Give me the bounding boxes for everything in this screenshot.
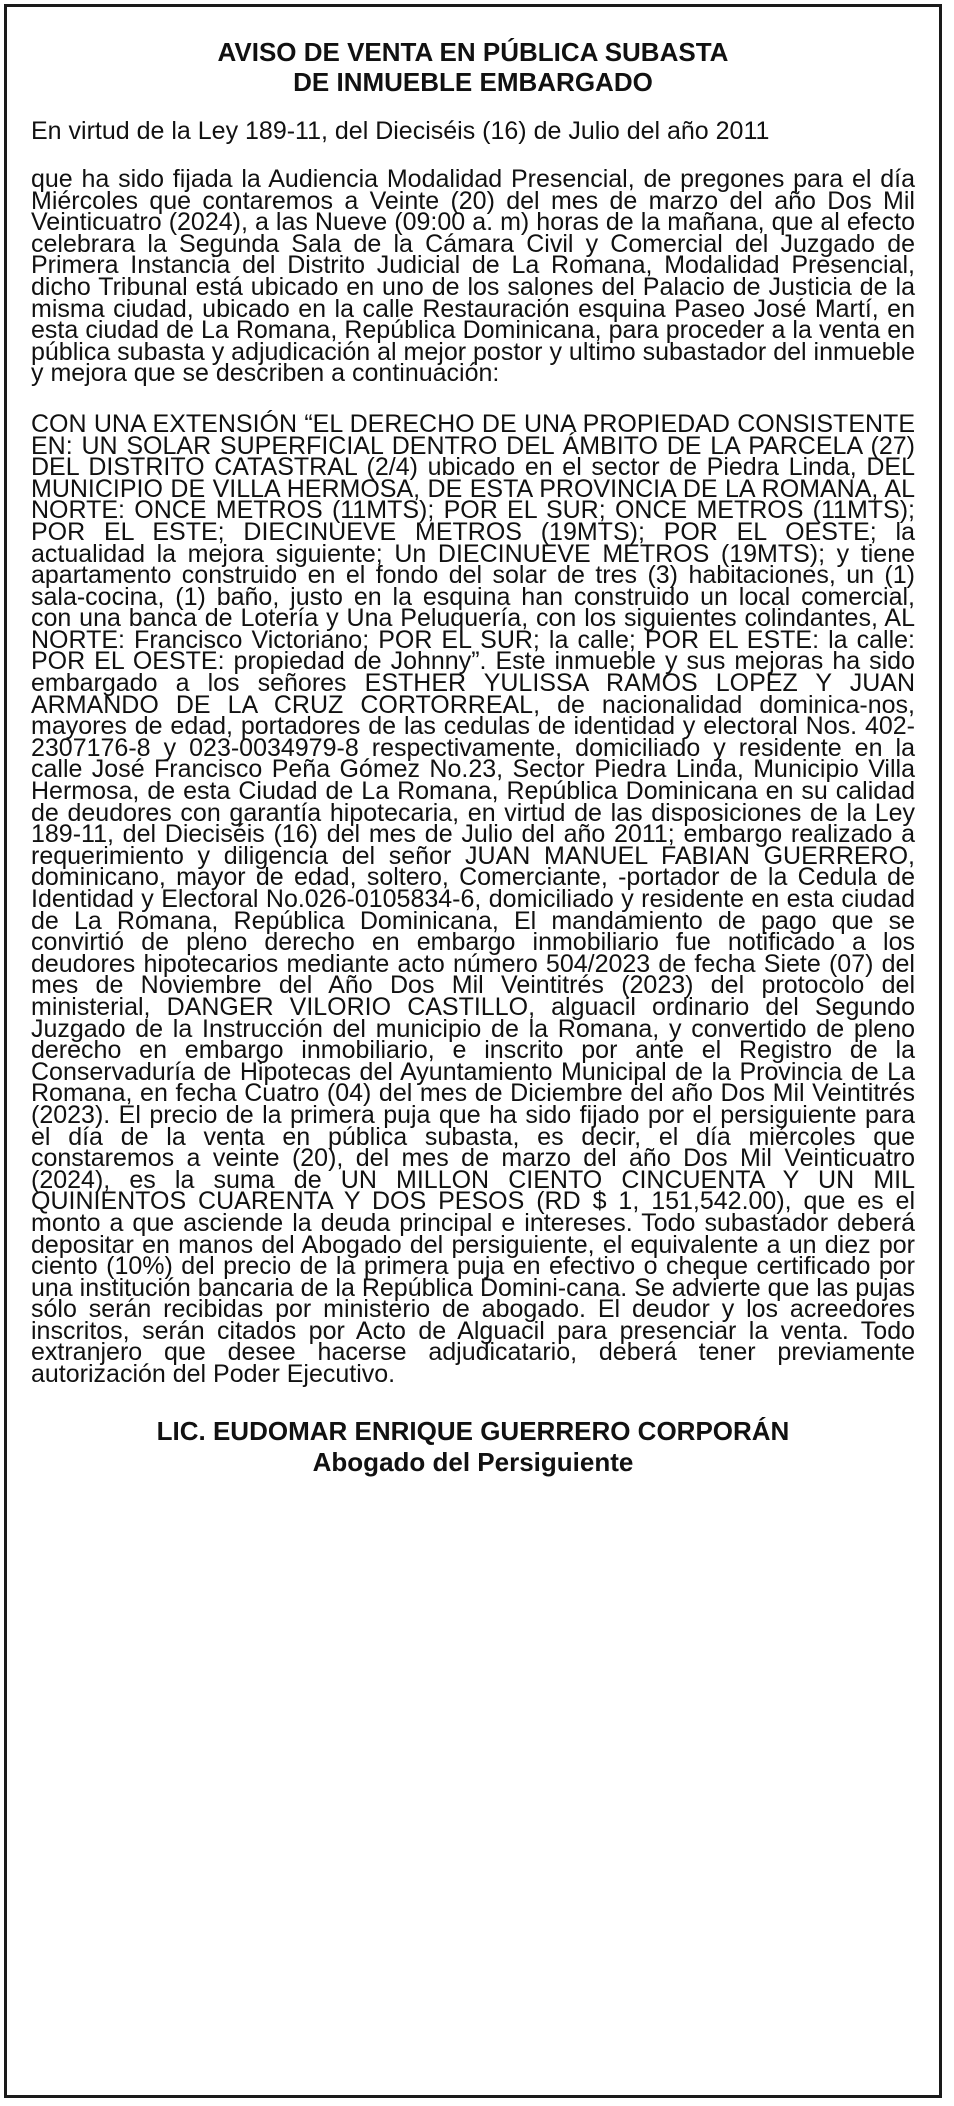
notice-paragraph-hearing: que ha sido fijada la Audiencia Modalidad Presencial, de pregones para el día Miércoles que contaremos a Veinte (20) del mes de marzo del año Dos Mil Veinticuatro (2024), a las Nueve (09:00 a. m) horas de la mañana, que al efecto celebrara la Segunda Sala de la Cámara Civil y Comercial del Juzgado de Primera Instancia del Distrito Judicial de La Romana, Modalidad Presencial, dicho Tribunal está ubicado en uno de los salones del Palacio de Justicia de la misma ciudad, ubicado en la calle Restauración esquina Paseo José Martí, en esta ciudad de La Romana, República Dominicana, para proceder a la venta en pública subasta y adjudicación al mejor postor y ultimo subastador del inmueble y mejora que se describen a continuación:	[31, 165, 915, 388]
notice-paragraph-property: CON UNA EXTENSIÓN “EL DERECHO DE UNA PROPIEDAD CONSISTENTE EN: UN SOLAR SUPERFICIAL DENTRO DEL ÁMBITO DE LA PARCELA (27) DEL DISTRITO CATASTRAL (2/4) ubicado en el sector de Piedra Linda, DEL MUNICIPIO DE VILLA HERMOSA, DE ESTA PROVINCIA DE LA ROMANA, AL NORTE: ONCE METROS (11MTS); POR EL SUR; ONCE METROS (11MTS); POR EL ESTE; DIECINUEVE METROS (19MTS); POR EL OESTE; la actualidad la mejora siguiente; Un DIECINUEVE METROS (19MTS); y tiene apartamento construido en el fondo del solar de tres (3) habitaciones, un (1) sala-cocina, (1) baño, justo en la esquina han construido un local comercial, con una banca de Lotería y Una Peluquería, con los siguientes colindantes, AL NORTE: Francisco Victoriano; POR EL SUR; la calle; POR EL ESTE: la calle: POR EL OESTE: propiedad de Johnny”. Este inmueble y sus mejoras ha sido embargado a los señores ESTHER YULISSA RAMOS LOPEZ Y JUAN ARMANDO DE LA CRUZ CORTORREAL, de nacionalidad dominica-nos, mayores de edad, portadores de las cedulas de identidad y electoral Nos. 402-2307176-8 y 023-0034979-8 respectivamente, domiciliado y residente en la calle José Francisco Peña Gómez No.23, Sector Piedra Linda, Municipio Villa Hermosa, de esta Ciudad de La Romana, República Dominicana en su calidad de deudores con garantía hipotecaria, en virtud de las disposiciones de la Ley 189-11, del Dieciséis (16) del mes de Julio del año 2011; embargo realizado a requerimiento y diligencia del señor JUAN MANUEL FABIAN GUERRERO, dominicano, mayor de edad, soltero, Comerciante, -portador de la Cedula de Identidad y Electoral No.026-0105834-6, domiciliado y residente en esta ciudad de La Romana, República Dominicana, El mandamiento de pago que se convirtió de pleno derecho en embargo inmobiliario fue notificado a los deudores hipotecarios mediante acto número 504/2023 de fecha Siete (07) del mes de Noviembre del Año Dos Mil Veintitrés (2023) del protocolo del ministerial, DANGER VILORIO CASTILLO, alguacil ordinario del Segundo Juzgado de la Instrucción del municipio de la Romana, y convertido de pleno derecho en embargo inmobiliario, e inscrito por ante el Registro de la Conservaduría de Hipotecas del Ayuntamiento Municipal de la Provincia de La Romana, en fecha Cuatro (04) del mes de Diciembre del año Dos Mil Veintitrés (2023). El precio de la primera puja que ha sido fijado por el persiguiente para el día de la venta en pública subasta, es decir, el día miércoles que constaremos a veinte (20), del mes de marzo del año Dos Mil Veinticuatro (2024), es la suma de UN MILLON CIENTO CINCUENTA Y UN MIL QUINIENTOS CUARENTA Y DOS PESOS (RD $ 1, 151,542.00), que es el monto a que asciende la deuda principal e intereses. Todo subastador deberá depositar en manos del Abogado del persiguiente, el equivalente a un diez por ciento (10%) del precio de la primera puja en efectivo o cheque certificado por una institución bancaria de la República Domini-cana. Se advierte que las pujas sólo serán recibidas por ministerio de abogado. El deudor y los acreedores inscritos, serán citados por Acto de Alguacil para presenciar la venta. Todo extranjero que desee hacerse adjudicatario, deberá tener previamente autorización del Poder Ejecutivo.	[31, 409, 915, 1389]
auction-notice	[4, 4, 942, 2098]
signature-block	[31, 1416, 915, 1478]
notice-title	[31, 37, 915, 97]
notice-intro: En virtud de la Ley 189-11, del Dieciséis (16) de Julio del año 2011	[31, 117, 770, 145]
notice-title-line-2: DE INMUEBLE EMBARGADO	[293, 67, 653, 97]
notice-title-line-1: AVISO DE VENTA EN PÚBLICA SUBASTA	[217, 37, 729, 67]
signature-role: Abogado del Persiguiente	[312, 1446, 634, 1477]
signature-name: LIC. EUDOMAR ENRIQUE GUERRERO CORPORÁN	[156, 1415, 790, 1446]
